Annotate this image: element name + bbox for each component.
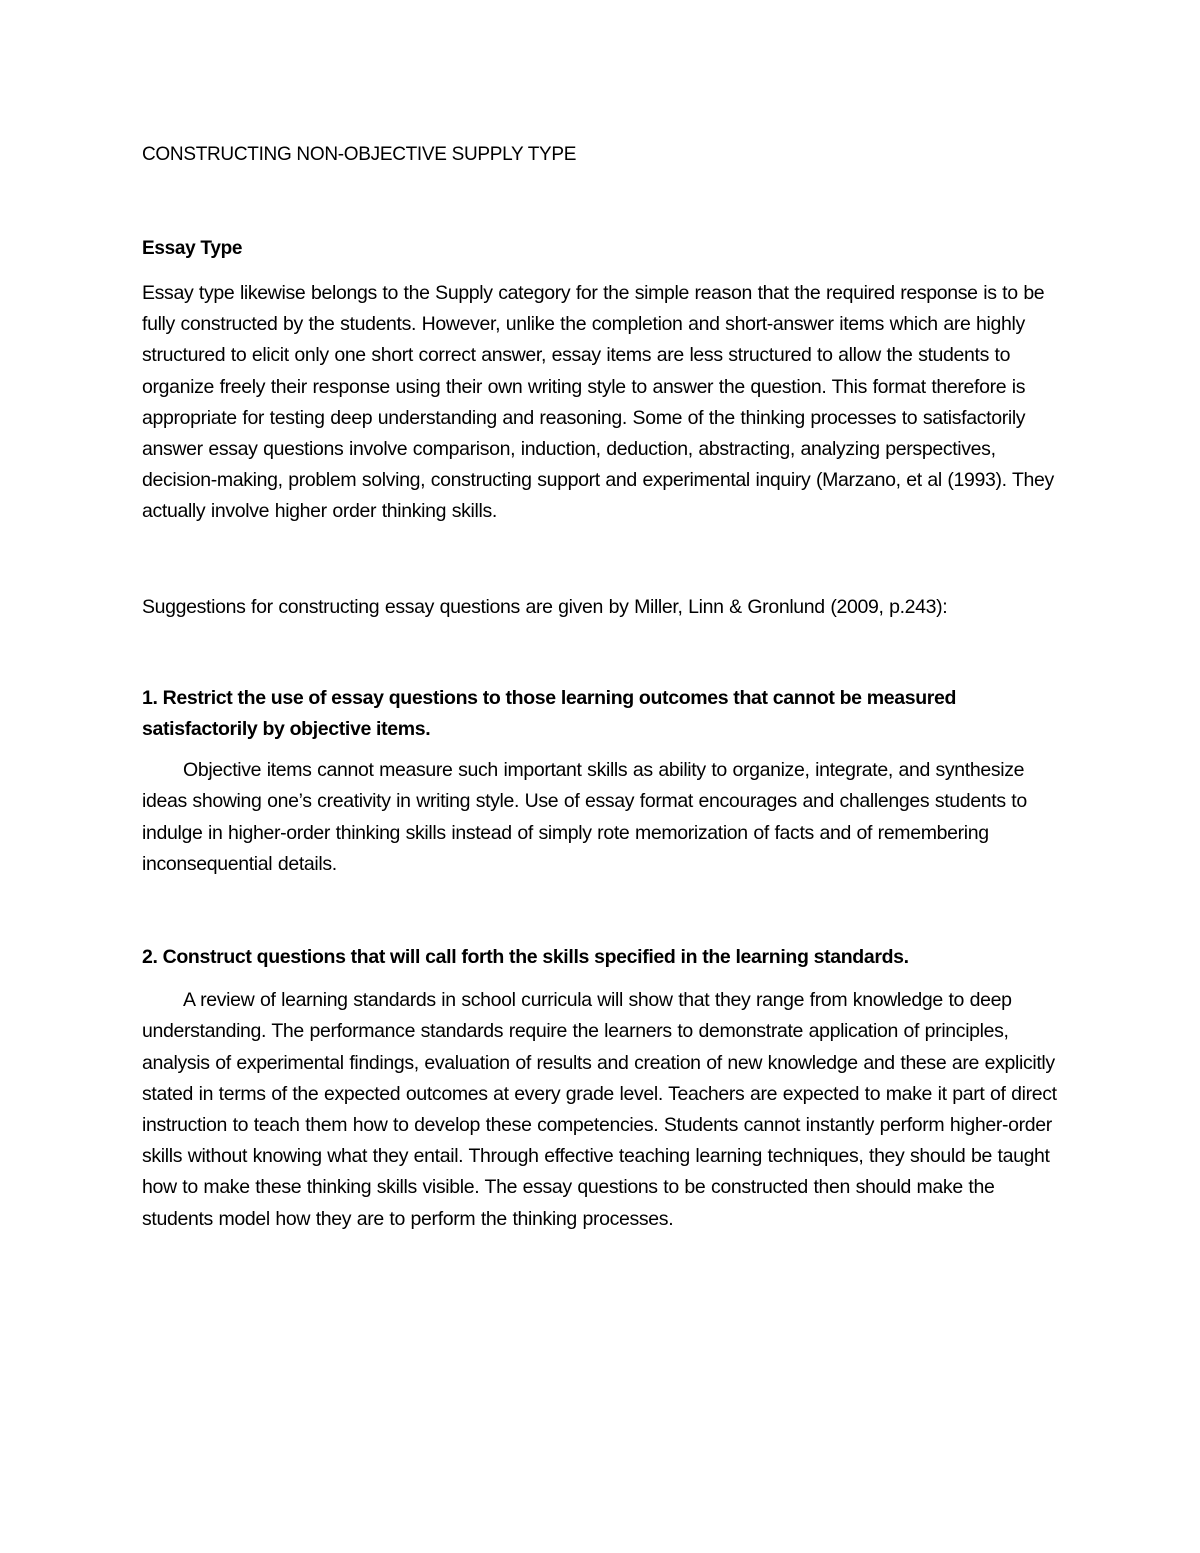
document-page (142, 140, 1067, 1235)
suggestions-intro-paragraph: Suggestions for constructing essay questions are given by Miller, Linn & Gronlund (2009, p.243): (142, 595, 948, 618)
document-title: CONSTRUCTING NON-OBJECTIVE SUPPLY TYPE (142, 144, 577, 165)
suggestion-1-heading: 1. Restrict the use of essay questions to those learning outcomes that cannot be measured satisfactorily by objective items. (142, 686, 957, 741)
suggestion-2-paragraph: A review of learning standards in school curricula will show that they range from knowledge to deep understanding. The performance standards require the learners to demonstrate application of principles, analysis of experimental findings, evaluation of results and creation of new knowledge and these are explicitly stated in terms of the expected outcomes at every grade level. Teachers are expected to make it part of direct instruction to teach them how to develop these competencies. Students cannot instantly perform higher-order skills without knowing what they entail. Through effective teaching learning techniques, they should be taught how to make these thinking skills visible. The essay questions to be constructed then should make the students model how they are to perform the thinking processes. (142, 989, 1057, 1230)
essay-type-heading: Essay Type (142, 238, 243, 259)
essay-type-paragraph: Essay type likewise belongs to the Supply category for the simple reason that the required response is to be fully constructed by the students. However, unlike the completion and short-answer items which are highly structured to elicit only one short correct answer, essay items are less structured to allow the students to organize freely their response using their own writing style to answer the question. This format therefore is appropriate for testing deep understanding and reasoning. Some of the thinking processes to satisfactorily answer essay questions involve comparison, induction, deduction, abstracting, analyzing perspectives, decision-making, problem solving, constructing support and experimental inquiry (Marzano, et al (1993). They actually involve higher order thinking skills. (142, 282, 1054, 523)
suggestion-2-heading: 2. Construct questions that will call forth the skills specified in the learning standards. (142, 946, 909, 969)
suggestion-1-paragraph: Objective items cannot measure such important skills as ability to organize, integrate, and synthesize ideas showing one’s creativity in writing style. Use of essay format encourages and challenges students to indulge in higher-order thinking skills instead of simply rote memorization of facts and of remembering inconsequential details. (142, 759, 1027, 875)
